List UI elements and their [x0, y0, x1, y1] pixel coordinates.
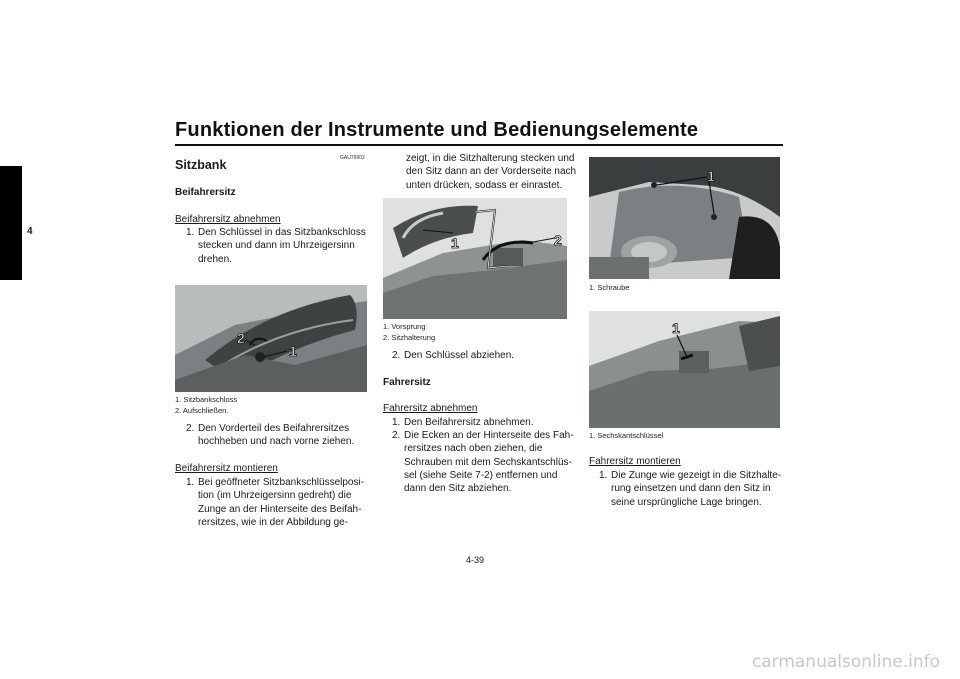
step-text-line: Schrauben mit dem Sechskantschlüs- — [404, 456, 572, 468]
figure-seat-holder — [383, 198, 567, 319]
step-text-line: Den Vorderteil des Beifahrersitzes — [198, 423, 350, 434]
step-item — [186, 226, 376, 270]
step-text-line: drehen. — [198, 253, 232, 265]
step-text-line: Die Ecken an der Hinterseite des Fah- — [404, 430, 574, 441]
step-item — [186, 422, 376, 452]
step-number: 1. — [599, 470, 608, 481]
step-text-line: unten drücken, sodass er einrastet. — [406, 179, 563, 191]
callout-1: 1 — [289, 343, 297, 359]
subheading-rider-seat: Fahrersitz — [383, 377, 431, 388]
step-text-line: dann den Sitz abziehen. — [404, 483, 512, 495]
page-number: 4-39 — [466, 555, 485, 565]
watermark: carmanualsonline.info — [751, 652, 940, 672]
subheading-passenger-seat: Beifahrersitz — [175, 187, 236, 198]
chapter-tab — [0, 166, 22, 280]
callout-2: 2 — [554, 232, 562, 248]
step-text: Den Schlüssel abziehen. — [404, 350, 515, 361]
figure-caption: 2. Aufschließen. — [175, 406, 229, 415]
step-text-line: tion (im Uhrzeigersinn gedreht) die — [198, 490, 352, 502]
step-item — [186, 476, 381, 532]
step-text-line: Die Zunge wie gezeigt in die Sitzhalte- — [611, 470, 782, 481]
step-text-line: stecken und dann im Uhrzeigersinn — [198, 240, 355, 252]
figure-screw — [589, 157, 780, 279]
step-item — [599, 469, 794, 513]
step-text-line: zeigt, in die Sitzhalterung stecken und — [406, 153, 575, 164]
step-item — [392, 429, 587, 499]
section-heading: Sitzbank — [175, 158, 227, 172]
figure-caption: 1. Sechskantschlüssel — [589, 431, 664, 440]
figure-seat-lock — [175, 285, 367, 392]
callout-1: 1 — [451, 235, 459, 251]
step-text-line: rung einsetzen und dann den Sitz in — [611, 483, 771, 495]
figure-caption: 1. Sitzbankschloss — [175, 395, 238, 404]
page-title: Funktionen der Instrumente und Bedienungselemente — [175, 119, 699, 141]
header-rule — [175, 144, 783, 146]
procedure-title-mount-passenger: Beifahrersitz montieren — [175, 463, 278, 474]
step-text-line: Den Schlüssel in das Sitzbankschloss — [198, 227, 366, 238]
step-text-line: Zunge an der Hinterseite des Beifah- — [198, 503, 362, 515]
figure-caption: 1. Schraube — [589, 283, 630, 292]
step-text-line: seine ursprüngliche Lage bringen. — [611, 496, 762, 508]
procedure-title-mount-rider: Fahrersitz montieren — [589, 456, 681, 467]
chapter-number: 4 — [27, 226, 33, 237]
figure-hex-wrench — [589, 311, 780, 428]
step-number: 2. — [392, 350, 401, 361]
procedure-title-remove-rider: Fahrersitz abnehmen — [383, 403, 478, 414]
section-code: GAU79902 — [340, 155, 365, 161]
step-text: Den Beifahrersitz abnehmen. — [404, 417, 534, 428]
step-number: 2. — [186, 423, 195, 434]
step-number: 1. — [186, 227, 195, 238]
callout-1: 1 — [672, 320, 680, 336]
step-number: 2. — [392, 430, 401, 441]
step-number: 1. — [186, 477, 195, 488]
step-item — [392, 349, 582, 365]
figure-caption: 2. Sitzhalterung — [383, 333, 436, 342]
step-text-line: sel (siehe Seite 7-2) entfernen und — [404, 469, 558, 481]
figure-caption: 1. Vorsprung — [383, 322, 426, 331]
step-text-line: den Sitz dann an der Vorderseite nach — [406, 166, 577, 178]
step-text-line: rersitzes, wie in der Abbildung ge- — [198, 516, 349, 528]
callout-1: 1 — [707, 168, 715, 184]
step-text-line: rersitzes nach oben ziehen, die — [404, 443, 543, 455]
callout-2: 2 — [237, 330, 245, 346]
step-number: 1. — [392, 417, 401, 428]
step-text-line: Bei geöffneter Sitzbankschlüsselposi- — [198, 477, 365, 488]
procedure-title-remove-passenger: Beifahrersitz abnehmen — [175, 214, 281, 225]
continued-text — [394, 152, 584, 196]
step-text-line: hochheben und nach vorne ziehen. — [198, 436, 355, 448]
